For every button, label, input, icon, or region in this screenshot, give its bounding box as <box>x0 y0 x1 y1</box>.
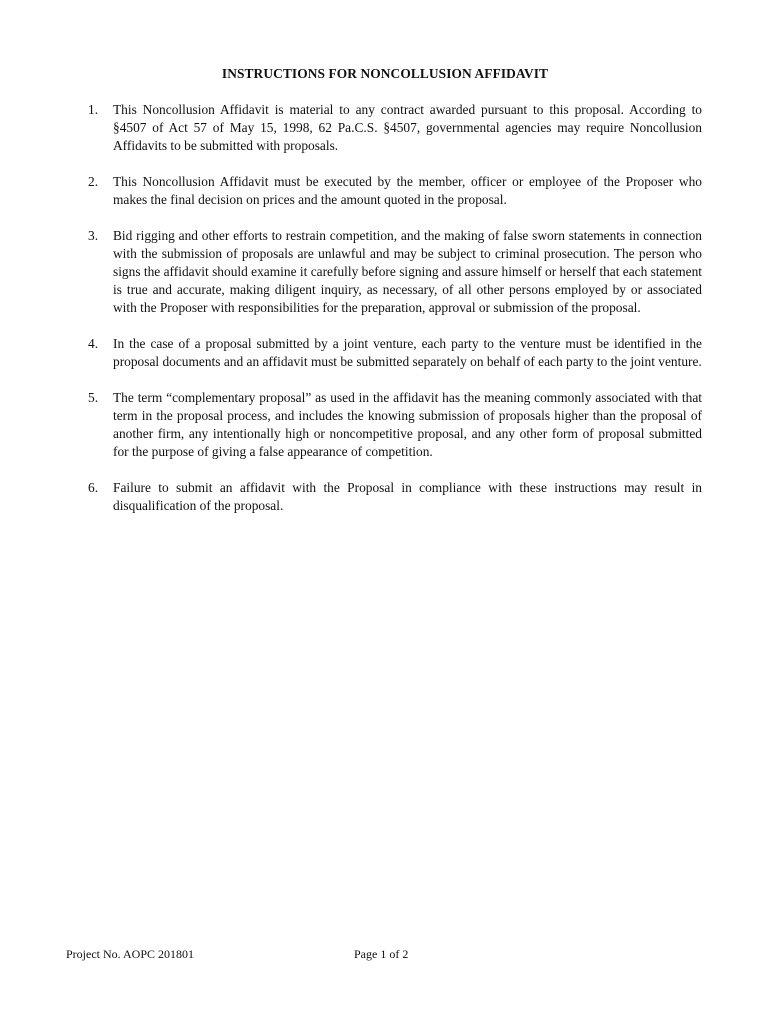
instruction-item-4 <box>88 335 702 371</box>
instruction-item-1 <box>88 101 702 155</box>
item-number: 6. <box>88 480 99 495</box>
instruction-item-3 <box>88 227 702 317</box>
item-number: 5. <box>88 390 99 405</box>
item-text: The term “complementary proposal” as used in the affidavit has the meaning commonly associated with that term in the proposal process, and includes the knowing submission of proposals higher than the proposal of another firm, any intentionally high or noncompetitive proposal, and any other form of proposal submitted for the purpose of giving a false appearance of competition. <box>113 390 702 459</box>
item-text: Failure to submit an affidavit with the Proposal in compliance with these instructions may result in disqualification of the proposal. <box>113 480 702 513</box>
item-number: 2. <box>88 174 99 189</box>
item-number: 3. <box>88 228 99 243</box>
item-text: This Noncollusion Affidavit is material to any contract awarded pursuant to this proposal. According to §4507 of Act 57 of May 15, 1998, 62 Pa.C.S. §4507, governmental agencies may require Noncollusion Affidavits to be submitted with proposals. <box>113 102 702 153</box>
instruction-item-6 <box>88 479 702 515</box>
item-number: 1. <box>88 102 99 117</box>
instructions-list <box>88 101 702 515</box>
item-text: In the case of a proposal submitted by a joint venture, each party to the venture must be identified in the proposal documents and an affidavit must be submitted separately on behalf of each party to the joint venture. <box>113 336 702 369</box>
instruction-item-2 <box>88 173 702 209</box>
item-text: Bid rigging and other efforts to restrain competition, and the making of false sworn statements in connection with the submission of proposals are unlawful and may be subject to criminal prosecution. The person who signs the affidavit should examine it carefully before signing and assure himself or herself that each statement is true and accurate, making diligent inquiry, as necessary, of all other persons employed by or associated with the Proposer with responsibilities for the preparation, approval or submission of the proposal. <box>113 228 702 315</box>
item-text: This Noncollusion Affidavit must be executed by the member, officer or employee of the Proposer who makes the final decision on prices and the amount quoted in the proposal. <box>113 174 702 207</box>
document-title: INSTRUCTIONS FOR NONCOLLUSION AFFIDAVIT <box>221 66 549 81</box>
item-number: 4. <box>88 336 99 351</box>
instruction-item-5 <box>88 389 702 461</box>
project-number: Project No. AOPC 201801 <box>66 947 195 961</box>
page-number: Page 1 of 2 <box>354 947 409 961</box>
